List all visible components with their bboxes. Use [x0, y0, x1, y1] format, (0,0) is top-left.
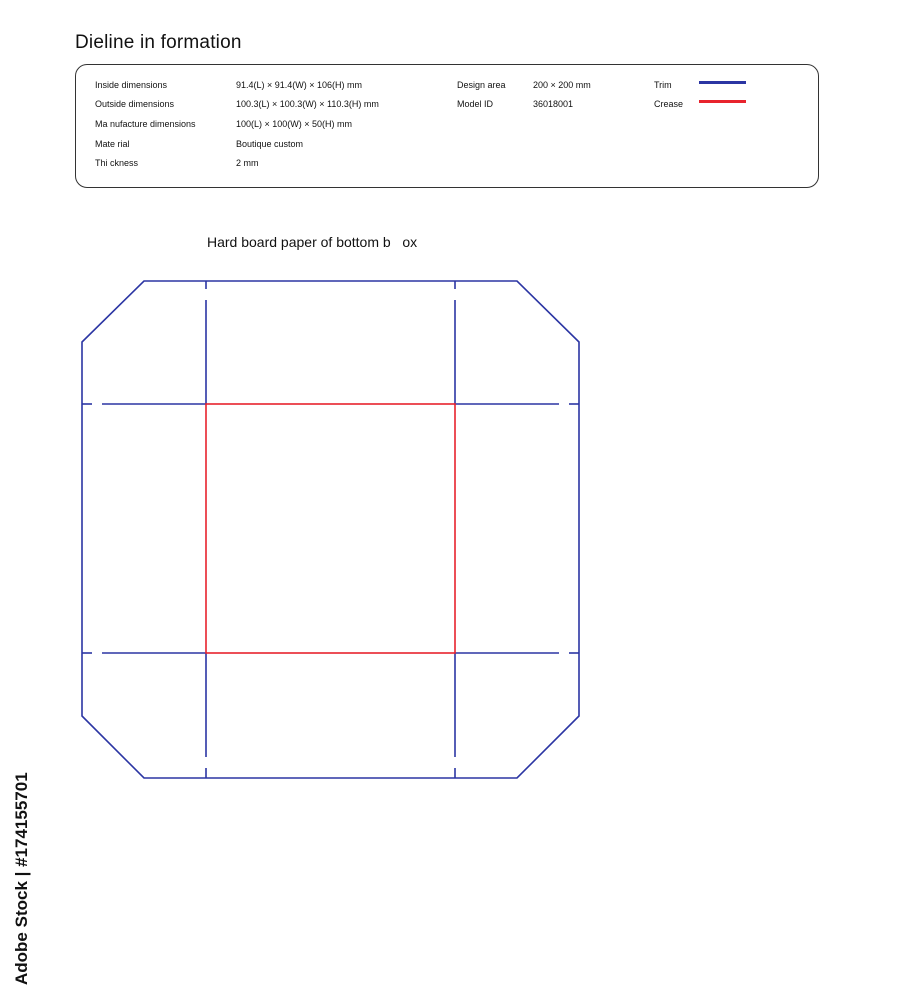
page-title: Dieline in formation [75, 32, 242, 53]
crease-base-square [206, 404, 455, 653]
design-area-value: 200 × 200 mm [533, 80, 591, 90]
info-label: Mate rial [95, 139, 130, 149]
design-area-label: Design area [457, 80, 506, 90]
info-value: 100(L) × 100(W) × 50(H) mm [236, 119, 353, 129]
info-value: 100.3(L) × 100.3(W) × 110.3(H) mm [236, 99, 379, 109]
info-label: Inside dimensions [95, 80, 168, 90]
info-label: Outside dimensions [95, 99, 175, 109]
info-value: 91.4(L) × 91.4(W) × 106(H) mm [236, 80, 363, 90]
model-id-label: Model ID [457, 99, 494, 109]
legend-trim-label: Trim [654, 80, 672, 90]
info-value: 2 mm [236, 158, 259, 168]
trim-outline [82, 281, 579, 778]
diagram-title: Hard board paper of bottom b ox [207, 234, 418, 250]
info-label: Ma nufacture dimensions [95, 119, 196, 129]
info-value: Boutique custom [236, 139, 304, 149]
model-id-value: 36018001 [533, 99, 574, 109]
stock-credit: Adobe Stock | #174155701 [12, 772, 31, 985]
info-label: Thi ckness [95, 158, 139, 168]
legend-crease-label: Crease [654, 99, 684, 109]
